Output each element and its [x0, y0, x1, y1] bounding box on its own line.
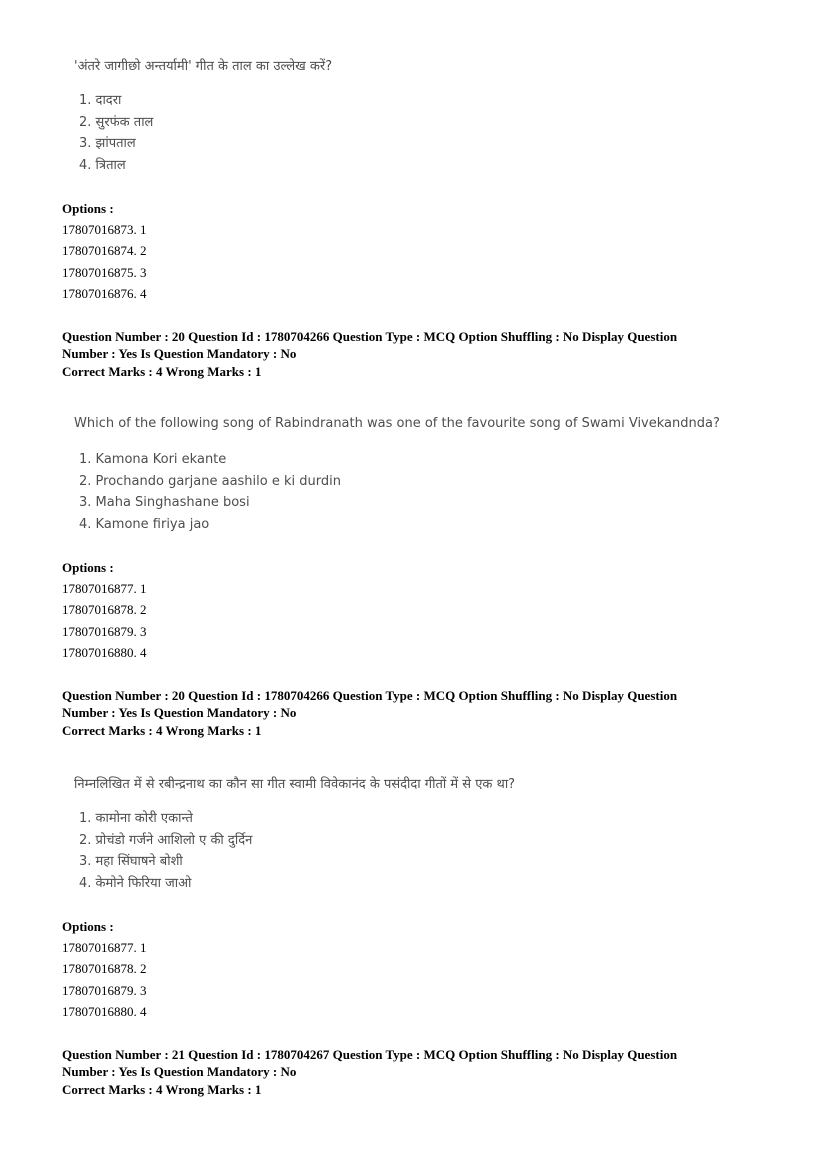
option-id: 17807016880. 4: [62, 644, 147, 660]
option-id: 17807016877. 1: [62, 581, 147, 596]
options-list: [62, 557, 147, 663]
option-id: 17807016878. 2: [62, 602, 147, 618]
answer-choice: 1. कामोना कोरी एकान्ते: [79, 811, 193, 826]
option-id: 17807016877. 1: [62, 940, 147, 955]
answer-choice: 1. दादरा: [79, 93, 122, 108]
question-meta-line: Number : Yes Is Question Mandatory : No: [62, 1064, 297, 1079]
question-meta: [62, 328, 762, 382]
answer-choice: 3. Maha Singhashane bosi: [79, 495, 250, 510]
answer-choice: 3. महा सिंघाषने बोशी: [79, 854, 183, 869]
question-meta: [62, 1046, 762, 1100]
question-meta-line: Question Number : 20 Question Id : 1780704266 Question Type : MCQ Option Shuffling : No Display Question: [62, 688, 678, 703]
options-heading: Options :: [62, 560, 114, 575]
option-id: 17807016875. 3: [62, 264, 147, 280]
question-image: [62, 412, 762, 542]
option-id: 17807016879. 3: [62, 623, 147, 639]
marks-line: Correct Marks : 4 Wrong Marks : 1: [62, 364, 262, 379]
answer-choice: 4. Kamone firiya jao: [79, 516, 210, 532]
option-id: 17807016878. 2: [62, 961, 147, 977]
option-id: 17807016874. 2: [62, 243, 147, 259]
option-id: 17807016879. 3: [62, 982, 147, 998]
question-text: निम्नलिखित में से रबीन्द्रनाथ का कौन सा गीत स्वामी विवेकानंद के पसंदीदा गीतों में से एक था?: [74, 777, 516, 792]
question-meta-line: Number : Yes Is Question Mandatory : No: [62, 346, 297, 361]
question-meta-line: Question Number : 20 Question Id : 1780704266 Question Type : MCQ Option Shuffling : No Display Question: [62, 329, 678, 344]
options-heading: Options :: [62, 919, 114, 934]
options-list: [62, 198, 147, 304]
answer-choice: 4. केमोने फिरिया जाओ: [79, 875, 192, 891]
option-id: 17807016880. 4: [62, 1003, 147, 1019]
options-heading: Options :: [62, 201, 114, 216]
question-meta: [62, 687, 762, 741]
options-list: [62, 916, 147, 1022]
answer-choice: 3. झांपताल: [79, 136, 136, 151]
question-image: [62, 52, 762, 182]
option-id: 17807016876. 4: [62, 285, 147, 301]
answer-choice: 2. Prochando garjane aashilo e ki durdin: [79, 473, 341, 489]
answer-choices: [79, 90, 153, 176]
question-text: 'अंतरे जागीछो अन्तर्यामी' गीत के ताल का उल्लेख करें?: [74, 59, 333, 74]
question-image: [62, 770, 762, 900]
marks-line: Correct Marks : 4 Wrong Marks : 1: [62, 1082, 262, 1097]
answer-choices: [79, 808, 252, 894]
question-text: Which of the following song of Rabindranath was one of the favourite song of Swami Vivekandnda?: [74, 416, 720, 431]
question-meta-line: Question Number : 21 Question Id : 1780704267 Question Type : MCQ Option Shuffling : No Display Question: [62, 1047, 678, 1062]
marks-line: Correct Marks : 4 Wrong Marks : 1: [62, 723, 262, 738]
question-meta-line: Number : Yes Is Question Mandatory : No: [62, 705, 297, 720]
answer-choice: 1. Kamona Kori ekante: [79, 452, 227, 467]
option-id: 17807016873. 1: [62, 222, 147, 237]
answer-choice: 2. सुरफंक ताल: [79, 114, 154, 130]
answer-choices: [79, 449, 341, 535]
answer-choice: 2. प्रोचंडो गर्जने आशिलो ए की दुर्दिन: [79, 832, 253, 848]
answer-choice: 4. त्रिताल: [79, 157, 126, 173]
